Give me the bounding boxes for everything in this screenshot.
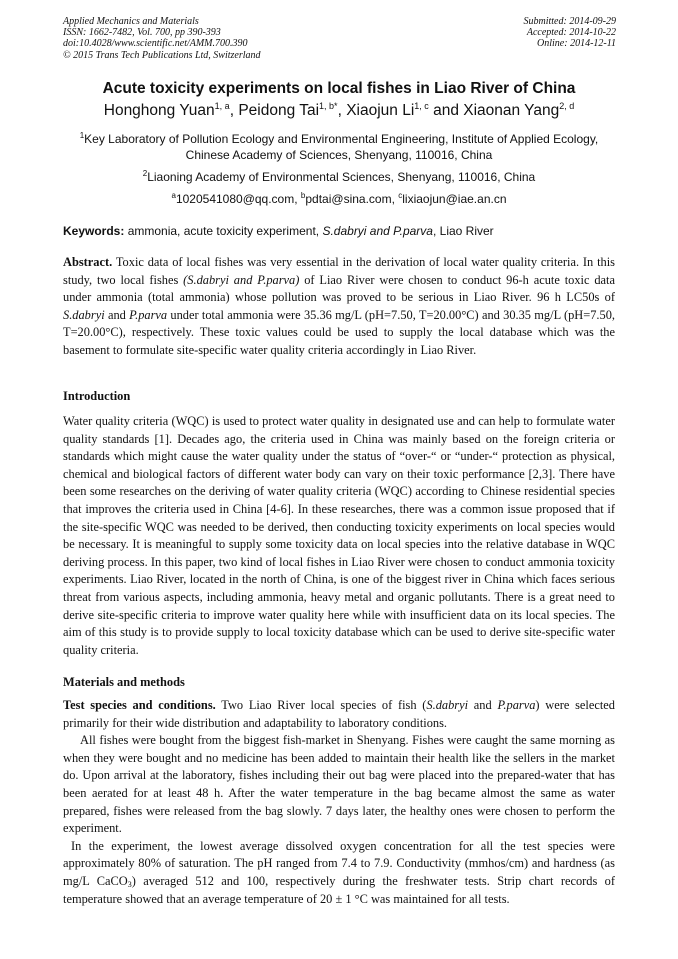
- author: Honghong Yuan$^{1, a}$,: [103, 101, 239, 119]
- methods-text: [63, 697, 615, 908]
- paragraph-conditions: In the experiment, the lowest average dissolved oxygen concentration for all the test species were approximately 80% of saturation. The pH ranged from 7.4 to 7.9. Conductivity (mmhos/cm) and hardness (as mg/L CaCO$_3$) averaged 512 and 100, respectively during the freshwater tests. Strip chart records of temperature showed that an average temperature of 20 ± 1 °C was maintained for all tests.: [63, 838, 615, 906]
- online-date: Online: 2014-12-11: [537, 38, 616, 50]
- paper-title: Acute toxicity experiments on local fishes in Liao River of China: [102, 80, 576, 97]
- paragraph-fish-source: All fishes were bought from the biggest fish-market in Shenyang. Fishes were caught the same morning as when they were bought and no medicine has been added to maintain their health like the sellers in the market do. Upon arrival at the laboratory, fishes including their out bag were placed into the prepared-water that has been aerated for at least 48 h. After the water temperature in the bag became almost the same as water prepared, fishes were released from the bag slowly. 7 days later, the healthy ones were chosen to perform the experiment.: [63, 733, 615, 836]
- email[interactable]: $^a$1020541080@qq.com,: [171, 191, 301, 206]
- author-emails: [40, 188, 638, 207]
- doi-line: doi:10.4028/www.scientific.net/AMM.700.390: [63, 38, 248, 50]
- abstract-label: Abstract.: [63, 255, 113, 269]
- submitted-date: Submitted: 2014-09-29: [523, 16, 616, 27]
- section-heading-methods: Materials and methods: [63, 675, 185, 689]
- copyright-line: © 2015 Trans Tech Publications Ltd, Switzerland: [63, 49, 261, 61]
- introduction-text: Water quality criteria (WQC) is used to protect water quality in designated use and can help to formulate water quality standards [1]. Decades ago, the criteria used in China was mainly based on the foreign criteria or standards which might cause the water quality under the status of “over-“ or “under-“ protection as physical, chemical and biological factors of different water body can vary on their toxic performance [2,3]. There have been some researches on the deriving of water quality criteria (WQC) according to Chinese residential species that improves the criteria used in China [4-6]. In these researches, there was a common issue proposed that if the site-specific WQC was needed to be derived, then conducting toxicity experiments on local species would be necessary. It is meaningful to supply some toxicity data on local species into the relative database in WQC deriving process. In this paper, two kind of local fishes in Liao River were chosen to conduct ammonia toxicity experiments. Liao River, located in the north of China, is one of the biggest river in China which faces serious threat from various aspects, including ammonia, heavy metal and organic pollutants. There is a great need to derive site-specific criteria to improve water quality here while with insufficient data on its local species. The aim of this study is to provide supply to local toxicity database which can be used to derive site-specific water quality criteria.: [63, 414, 615, 657]
- section-heading-introduction: Introduction: [63, 389, 131, 403]
- email[interactable]: $^b$pdtai@sina.com,: [300, 191, 399, 206]
- author-list: [0, 101, 678, 120]
- keywords: Keywords: ammonia, acute toxicity experiment, S.dabryi and P.parva, Liao River: [63, 224, 494, 238]
- accepted-date: Accepted: 2014-10-22: [526, 27, 616, 39]
- affiliation-1: $^1$Key Laboratory of Pollution Ecology and Environmental Engineering, Institute of Applied Ecology, Chinese Academy of Sciences, Shenyang, 110016, China: [79, 131, 599, 162]
- author: Peidong Tai$^{1, b*}$,: [238, 101, 347, 119]
- email[interactable]: $^c$lixiaojun@iae.an.cn: [398, 191, 507, 206]
- paragraph-test-species: Test species and conditions. Two Liao River local species of fish (S.dabryi and P.parva) were selected primarily for their wide distribution and adaptability to laboratory conditions.: [63, 698, 615, 730]
- journal-header-right: [524, 16, 617, 50]
- journal-name: Applied Mechanics and Materials: [63, 16, 199, 27]
- author: Xiaonan Yang$^{2, d}$: [463, 101, 575, 119]
- author: Xiaojun Li$^{1, c}$ and: [346, 101, 464, 119]
- abstract: Abstract. Toxic data of local fishes was very essential in the derivation of local water quality criteria. In this study, two local fishes (S.dabryi and P.parva) of Liao River were chosen to conduct 96-h acute toxic data under ammonia (total ammonia) whose pollution was proved to be serious in Liao River. 96 h LC50s of S.dabryi and P.parva under total ammonia were 35.36 mg/L (pH=7.50, T=20.00°C) and 30.35 mg/L (pH=7.50, T=20.00°C), respectively. These toxic values could be used to supply the local database which was the basement to formulate site-specific water quality criteria accordingly in Liao River.: [63, 255, 616, 357]
- issn-line: ISSN: 1662-7482, Vol. 700, pp 390-393: [63, 27, 221, 39]
- keywords-label: Keywords:: [63, 224, 125, 238]
- affiliation-2: $^2$Liaoning Academy of Environmental Sciences, Shenyang, 110016, China: [142, 169, 536, 184]
- journal-header-left: [63, 16, 261, 61]
